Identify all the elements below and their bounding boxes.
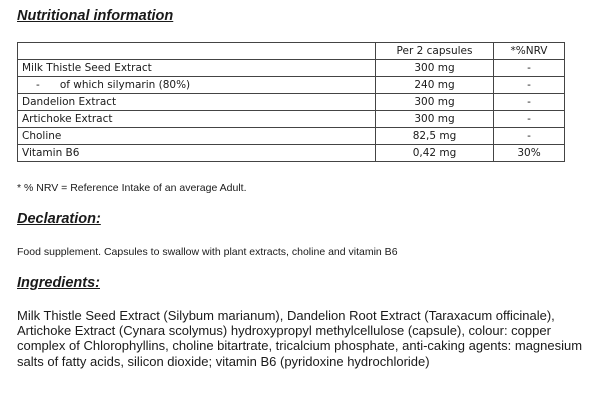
row-nrv: - [494,77,565,94]
ingredients-heading: Ingredients: [17,275,100,291]
table-row [18,128,565,145]
table-row [18,77,565,94]
column-header-nrv: *%NRV [494,43,565,60]
row-nrv: - [494,111,565,128]
row-amount: 240 mg [376,77,494,94]
row-name: - of which silymarin (80%) [18,77,376,94]
row-name: Dandelion Extract [18,94,376,111]
table-row [18,111,565,128]
table-header-row [18,43,565,60]
column-header-ingredient [18,43,376,60]
row-amount: 0,42 mg [376,145,494,162]
row-amount: 300 mg [376,111,494,128]
declaration-heading: Declaration: [17,211,101,227]
row-amount: 82,5 mg [376,128,494,145]
nutritional-information-heading: Nutritional information [17,8,174,24]
row-name: Vitamin B6 [18,145,376,162]
nrv-footnote: * % NRV = Reference Intake of an average Adult. [17,182,247,194]
table-row [18,145,565,162]
row-nrv: 30% [494,145,565,162]
row-name: Milk Thistle Seed Extract [18,60,376,77]
row-name: Artichoke Extract [18,111,376,128]
row-nrv: - [494,128,565,145]
row-nrv: - [494,60,565,77]
column-header-per-2-capsules: Per 2 capsules [376,43,494,60]
ingredients-text: Milk Thistle Seed Extract (Silybum marianum), Dandelion Root Extract (Taraxacum officinale), Artichoke Extract (Cynara scolymus) hydroxypropyl methylcellulose (capsule), colour: copper complex of Chlorophyllins, choline bitartrate, tricalcium phosphate, anti-caking agents: magnesium salts of fatty acids, silicon dioxide; vitamin B6 (pyridoxine hydrochloride) [17,308,583,369]
row-amount: 300 mg [376,60,494,77]
table-row [18,94,565,111]
declaration-text: Food supplement. Capsules to swallow with plant extracts, choline and vitamin B6 [17,246,398,258]
row-amount: 300 mg [376,94,494,111]
nutrition-table [17,42,565,162]
row-nrv: - [494,94,565,111]
table-row [18,60,565,77]
row-name: Choline [18,128,376,145]
